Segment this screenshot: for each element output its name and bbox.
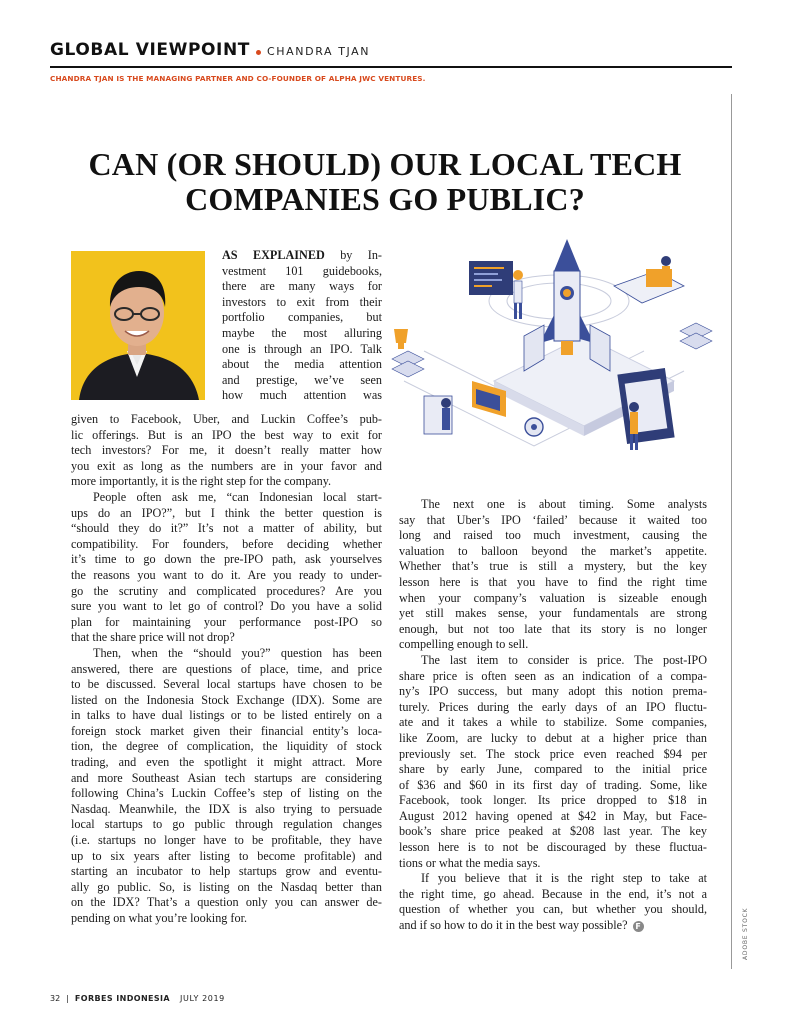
body-line-text: compatibility. For founders, before deciding whether bbox=[71, 536, 382, 551]
body-line bbox=[71, 864, 382, 880]
body-line-text: share price is often seen as an indication of a compa- bbox=[399, 668, 707, 683]
body-line-text: lic offerings. But is an IPO the best way to exit for bbox=[71, 427, 382, 442]
body-line bbox=[399, 622, 707, 638]
body-line bbox=[71, 568, 382, 584]
body-line-text: If you believe that it is the right step to take at bbox=[421, 871, 707, 886]
section-dot-icon bbox=[256, 50, 261, 55]
publication-name: FORBES INDONESIA bbox=[74, 994, 171, 1003]
lede-line: one is through an IPO. Talk bbox=[222, 341, 382, 356]
lede-line: there are many ways for bbox=[222, 279, 382, 294]
body-line-text: valuation to balloon beyond the market’s appetite. bbox=[399, 543, 707, 558]
body-line bbox=[399, 902, 707, 918]
body-line-text: in talks to have dual listings or to be listed entirely on a bbox=[71, 708, 382, 723]
body-line-text: listed on the Indonesia Stock Exchange (IDX). Some are bbox=[71, 692, 382, 707]
body-line-text: ate and it takes a while to stabilize. Some companies, bbox=[399, 715, 707, 730]
body-line-text: ally go public. So, is listing on the Nasdaq better than bbox=[71, 879, 382, 894]
body-line bbox=[71, 771, 382, 787]
body-line bbox=[71, 412, 382, 428]
lede-line: maybe the most alluring bbox=[222, 325, 382, 340]
body-line bbox=[399, 918, 707, 934]
body-line-text: long and raised too much investment, causing the bbox=[399, 528, 707, 543]
body-line bbox=[399, 700, 707, 716]
body-line bbox=[399, 669, 707, 685]
body-line-text: the right time, go ahead. Because in the end, it’s not a bbox=[399, 886, 707, 901]
body-line bbox=[399, 793, 707, 809]
body-line-text: book’s share price peaked at $208 last year. The key bbox=[399, 824, 707, 839]
body-line-text: starting an incubator to help startups grow and eventu- bbox=[71, 864, 382, 879]
column-right bbox=[399, 497, 707, 934]
body-line-text: ups do an IPO?”, but I think the better question is bbox=[71, 505, 382, 520]
body-line-text: foreign stock market given their financial entity’s loca- bbox=[71, 723, 382, 738]
body-line bbox=[71, 739, 382, 755]
lede-line: how much attention was bbox=[222, 388, 382, 403]
body-line-text: lesson here is to not be discouraged by these fluctua- bbox=[399, 840, 707, 855]
body-line bbox=[399, 809, 707, 825]
body-line bbox=[71, 459, 382, 475]
body-line bbox=[399, 731, 707, 747]
column-rule bbox=[731, 94, 732, 969]
headline-line-1: CAN (OR SHOULD) OUR LOCAL TECH bbox=[88, 146, 682, 182]
body-line bbox=[71, 786, 382, 802]
body-line bbox=[71, 802, 382, 818]
body-line bbox=[71, 708, 382, 724]
body-line bbox=[399, 762, 707, 778]
body-line-text: sure you want to let go of control? Do you have a solid bbox=[71, 599, 382, 614]
body-line-text: trading, and even the spotlight it might attract. More bbox=[71, 755, 382, 770]
body-line bbox=[399, 715, 707, 731]
body-line-text: that the share price will not drop? bbox=[71, 630, 235, 645]
body-line-text: ny’s IPO success, but many adopt this notion prema- bbox=[399, 684, 707, 699]
section-title: GLOBAL VIEWPOINT bbox=[50, 40, 251, 60]
body-line bbox=[71, 677, 382, 693]
body-line-text: following China’s Luckin Coffee’s step of listing on the bbox=[71, 786, 382, 801]
body-line bbox=[71, 895, 382, 911]
body-line-text: answered, there are questions of place, time, and price bbox=[71, 661, 382, 676]
body-line-text: tech investors? For me, it doesn’t really matter how bbox=[71, 443, 382, 458]
body-line-text: say that Uber’s IPO ‘failed’ because it waited too bbox=[399, 512, 707, 527]
body-line-text: lesson here is that you have to find the right time bbox=[399, 574, 707, 589]
body-line bbox=[399, 887, 707, 903]
body-line-text: when your company’s valuation is sizeable enough bbox=[399, 590, 707, 605]
body-line bbox=[71, 537, 382, 553]
body-line bbox=[399, 653, 707, 669]
body-line-text: and more Southeast Asian tech startups are considering bbox=[71, 770, 382, 785]
body-line bbox=[399, 497, 707, 513]
body-line-text: you exit as long as the numbers are in your favor and bbox=[71, 458, 382, 473]
lede-paragraph bbox=[222, 248, 382, 404]
body-line bbox=[71, 755, 382, 771]
body-line bbox=[71, 817, 382, 833]
body-line-text: Facebook, took longer. Its price dropped to $18 in bbox=[399, 793, 707, 808]
body-line-text: plan for maintaining your performance post-IPO so bbox=[71, 614, 382, 629]
lede-line: and prestige, we’ve seen bbox=[222, 372, 382, 387]
body-line-text: on the IDX? That’s a question only you can answer de- bbox=[71, 895, 382, 910]
body-line bbox=[399, 747, 707, 763]
body-line-text: more importantly, it is the right step for the company. bbox=[71, 474, 332, 489]
body-line bbox=[71, 599, 382, 615]
body-line bbox=[71, 521, 382, 537]
body-line bbox=[71, 630, 382, 646]
body-line bbox=[71, 646, 382, 662]
body-line-text: tions or what the media says. bbox=[399, 855, 541, 870]
body-line-text: Whether that’s true is still a mystery, but the key bbox=[399, 559, 707, 574]
body-line-text: up to six years after listing to become profitable) and bbox=[71, 848, 382, 863]
author-portrait-image bbox=[71, 251, 205, 400]
section-row bbox=[50, 40, 732, 60]
body-line bbox=[71, 662, 382, 678]
section-header bbox=[50, 40, 732, 83]
lede-line: vestment 101 guidebooks, bbox=[222, 263, 382, 278]
body-line bbox=[71, 443, 382, 459]
body-line bbox=[71, 724, 382, 740]
lede-line: investors to exit from their bbox=[222, 294, 382, 309]
column-left bbox=[71, 412, 382, 927]
end-mark-icon: F bbox=[633, 921, 644, 932]
photo-credit: ADOBE STOCK bbox=[742, 907, 749, 960]
article-headline bbox=[60, 147, 710, 217]
ipo-rocket-illustration bbox=[384, 231, 716, 477]
body-line-text: like Zoom, are lucky to debut at a higher price than bbox=[399, 730, 707, 745]
header-rule bbox=[50, 66, 732, 68]
footer-separator: | bbox=[66, 994, 69, 1003]
body-line-text: previously set. The stock price even reached $94 per bbox=[399, 746, 707, 761]
body-line bbox=[399, 824, 707, 840]
body-line-text: and if so how to do it in the best way possible? bbox=[399, 918, 628, 933]
body-line bbox=[71, 911, 382, 927]
illustration-image bbox=[384, 231, 716, 477]
body-line bbox=[71, 506, 382, 522]
lede-line: about the media attention bbox=[222, 357, 382, 372]
section-author: CHANDRA TJAN bbox=[267, 45, 371, 58]
body-line bbox=[399, 528, 707, 544]
body-line-text: given to Facebook, Uber, and Luckin Coffee’s pub- bbox=[71, 412, 382, 426]
body-line-text: it’s time to go down the pre-IPO path, ask yourselves bbox=[71, 552, 382, 567]
body-line bbox=[399, 513, 707, 529]
body-line-text: share by early June, compared to the initial price bbox=[399, 762, 707, 777]
issue-date: JULY 2019 bbox=[180, 994, 225, 1003]
body-line bbox=[399, 559, 707, 575]
body-line-text: pending on what you’re looking for. bbox=[71, 911, 248, 925]
body-line bbox=[399, 606, 707, 622]
body-line bbox=[399, 871, 707, 887]
author-photo bbox=[71, 251, 205, 400]
headline-line-2: COMPANIES GO PUBLIC? bbox=[185, 181, 585, 217]
body-line-text: enough, but not too late that its story is no longer bbox=[399, 621, 707, 636]
body-line-text: Nasdaq. Meanwhile, the IDX is also trying to persuade bbox=[71, 801, 382, 816]
body-line bbox=[71, 474, 382, 490]
body-line-text: The last item to consider is price. The post-IPO bbox=[421, 652, 707, 667]
body-line-text: of $36 and $60 in its first day of trading. Some, like bbox=[399, 777, 707, 792]
body-line bbox=[71, 428, 382, 444]
body-line bbox=[399, 856, 707, 872]
body-line-text: Then, when the “should you?” question has been bbox=[93, 645, 382, 660]
body-line-text: compelling enough to sell. bbox=[399, 637, 529, 652]
body-line bbox=[71, 490, 382, 506]
body-line bbox=[71, 552, 382, 568]
body-line bbox=[399, 575, 707, 591]
body-line-text: “should they do it?” It’s not a matter of ability, but bbox=[71, 521, 382, 536]
lede-line: portfolio companies, but bbox=[222, 310, 382, 325]
body-line bbox=[399, 544, 707, 560]
body-line-text: The next one is about timing. Some analysts bbox=[421, 497, 707, 511]
body-line bbox=[399, 591, 707, 607]
body-line bbox=[71, 880, 382, 896]
body-line bbox=[71, 615, 382, 631]
body-line bbox=[399, 684, 707, 700]
body-line-text: People often ask me, “can Indonesian local start- bbox=[93, 489, 382, 504]
body-line-text: go the scrutiny and complicated procedures? Are you bbox=[71, 583, 382, 598]
body-line bbox=[399, 840, 707, 856]
body-line bbox=[71, 584, 382, 600]
author-bio: CHANDRA TJAN IS THE MANAGING PARTNER AND CO-FOUNDER OF ALPHA JWC VENTURES. bbox=[50, 74, 426, 83]
body-line bbox=[399, 637, 707, 653]
lede-lead-in: AS EXPLAINED bbox=[222, 248, 325, 262]
body-line bbox=[71, 849, 382, 865]
lede-line bbox=[222, 248, 382, 264]
body-line-text: August 2012 having opened at $42 in May, but Face- bbox=[399, 808, 707, 823]
body-line bbox=[399, 778, 707, 794]
body-line bbox=[71, 833, 382, 849]
lede-line-text: by In- bbox=[340, 248, 382, 262]
body-line-text: tion, the degree of complication, the liquidity of stock bbox=[71, 739, 382, 754]
body-line-text: (i.e. startups no longer have to be profitable, they have bbox=[71, 833, 382, 848]
page-footer bbox=[50, 994, 225, 1003]
body-line-text: question of whether you can, but whether you should, bbox=[399, 902, 707, 917]
body-line-text: turely. Prices during the early days of an IPO fluctu- bbox=[399, 699, 707, 714]
body-line-text: to be discussed. Several local startups have chosen to be bbox=[71, 677, 382, 692]
body-line bbox=[71, 693, 382, 709]
body-line-text: local startups to go public through regulation changes bbox=[71, 817, 382, 832]
page-number: 32 bbox=[50, 994, 61, 1003]
body-line-text: the reasons you want to do it. Are you ready to under- bbox=[71, 567, 382, 582]
body-line-text: yet still makes sense, your fundamentals are strong bbox=[399, 606, 707, 621]
